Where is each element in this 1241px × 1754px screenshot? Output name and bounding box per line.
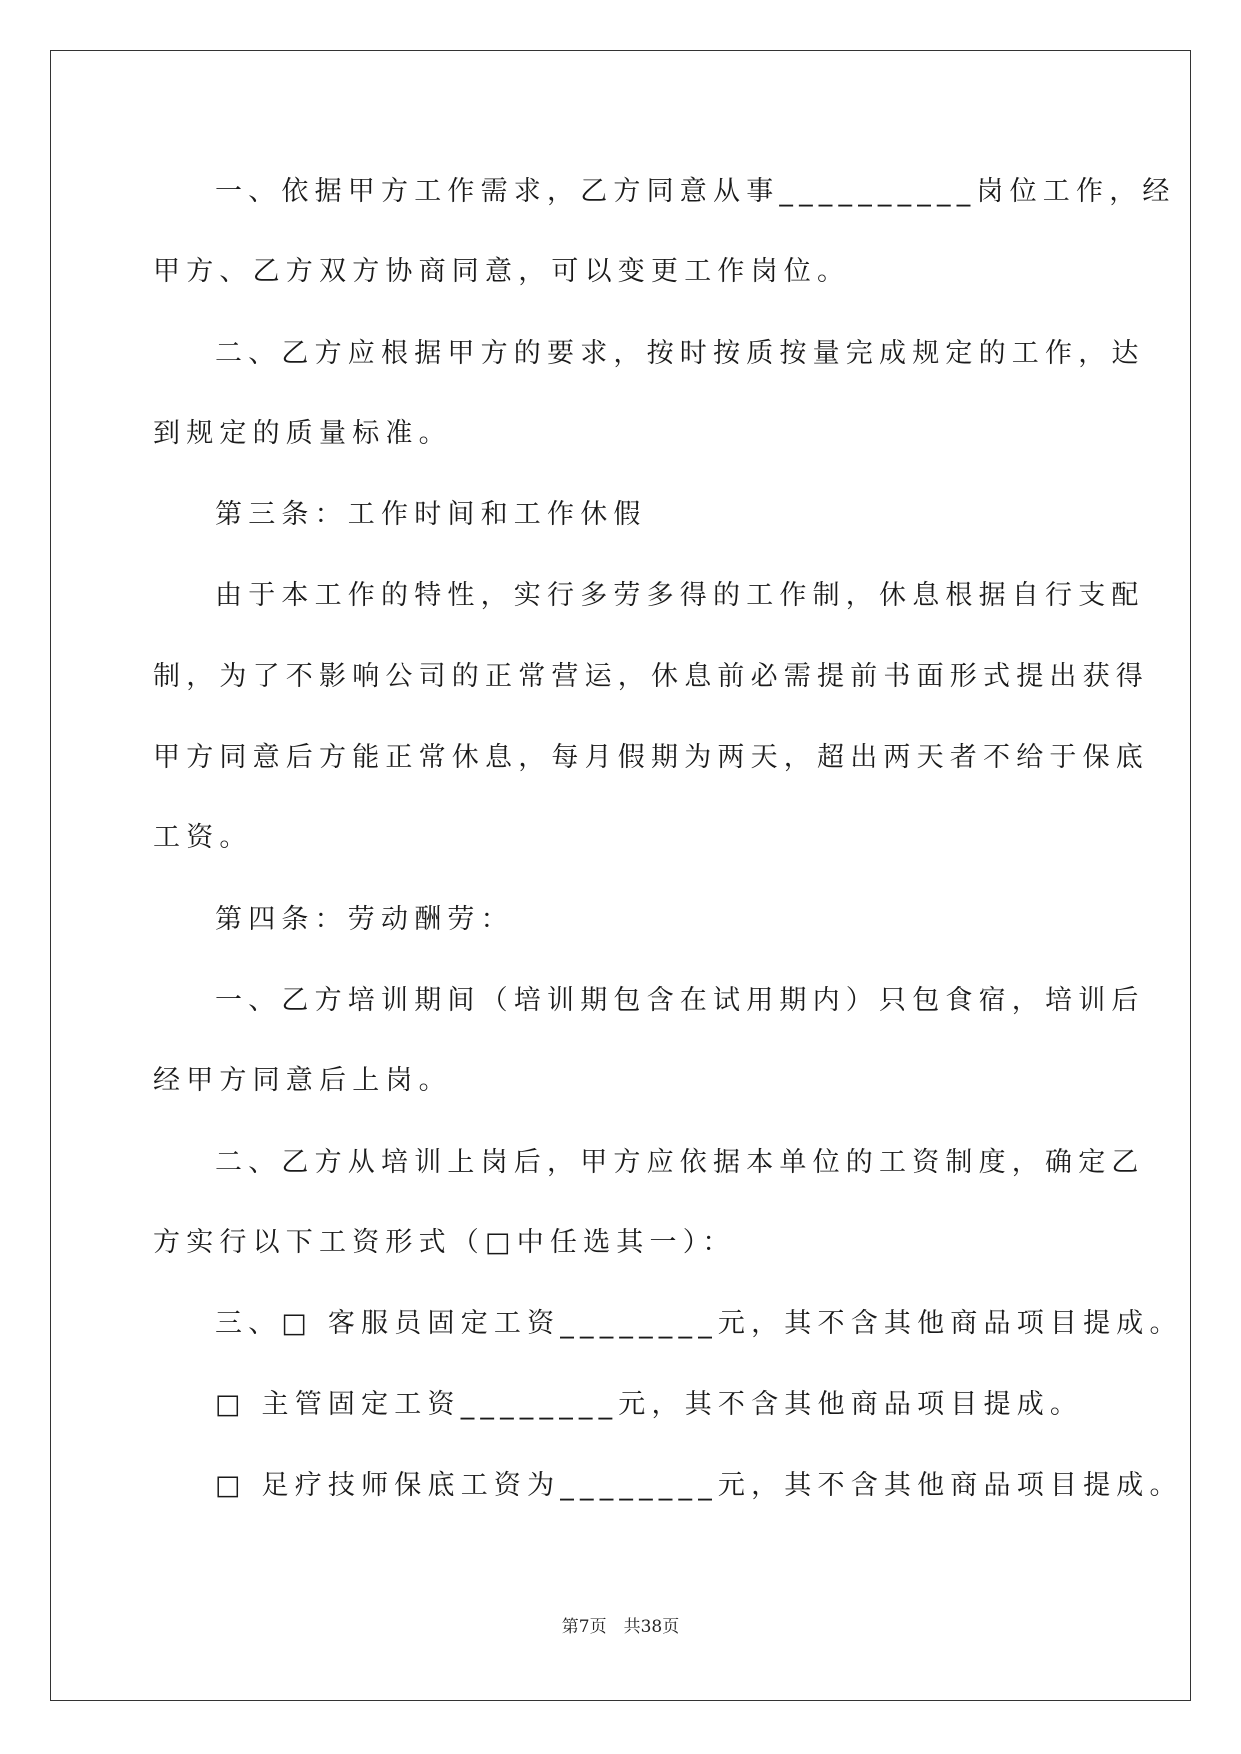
paragraph-line: 甲方、乙方双方协商同意，可以变更工作岗位。 [153, 256, 851, 287]
paragraph-line: 由于本工作的特性，实行多劳多得的工作制，休息根据自行支配 [215, 580, 1145, 611]
option-line: □ 足疗技师保底工资为________元，其不含其他商品项目提成。 [215, 1470, 1183, 1501]
paragraph-line: 经甲方同意后上岗。 [153, 1065, 452, 1096]
paragraph-line: 到规定的质量标准。 [153, 418, 452, 449]
option-line: □ 主管固定工资________元，其不含其他商品项目提成。 [215, 1389, 1084, 1420]
paragraph-line: 二、乙方从培训上岗后，甲方应依据本单位的工资制度，确定乙 [215, 1147, 1145, 1178]
page-number-footer: 第7页 共38页 [561, 1617, 680, 1637]
paragraph-line: 一、乙方培训期间（培训期包含在试用期内）只包食宿，培训后 [215, 985, 1145, 1016]
paragraph-line: 方实行以下工资形式（□中任选其一）： [153, 1227, 736, 1258]
paragraph-line: 制，为了不影响公司的正常营运，休息前必需提前书面形式提出获得 [153, 661, 1149, 692]
page-border [50, 50, 1191, 1701]
section-heading: 第四条：劳动酬劳： [215, 904, 514, 935]
section-heading: 第三条：工作时间和工作休假 [215, 499, 647, 530]
option-line: 三、□ 客服员固定工资________元，其不含其他商品项目提成。 [215, 1308, 1183, 1339]
paragraph-line: 甲方同意后方能正常休息，每月假期为两天，超出两天者不给于保底 [153, 742, 1149, 773]
paragraph-line: 一、依据甲方工作需求，乙方同意从事__________岗位工作，经 [215, 176, 1176, 207]
paragraph-line: 工资。 [153, 822, 253, 853]
paragraph-line: 二、乙方应根据甲方的要求，按时按质按量完成规定的工作，达 [215, 338, 1145, 369]
